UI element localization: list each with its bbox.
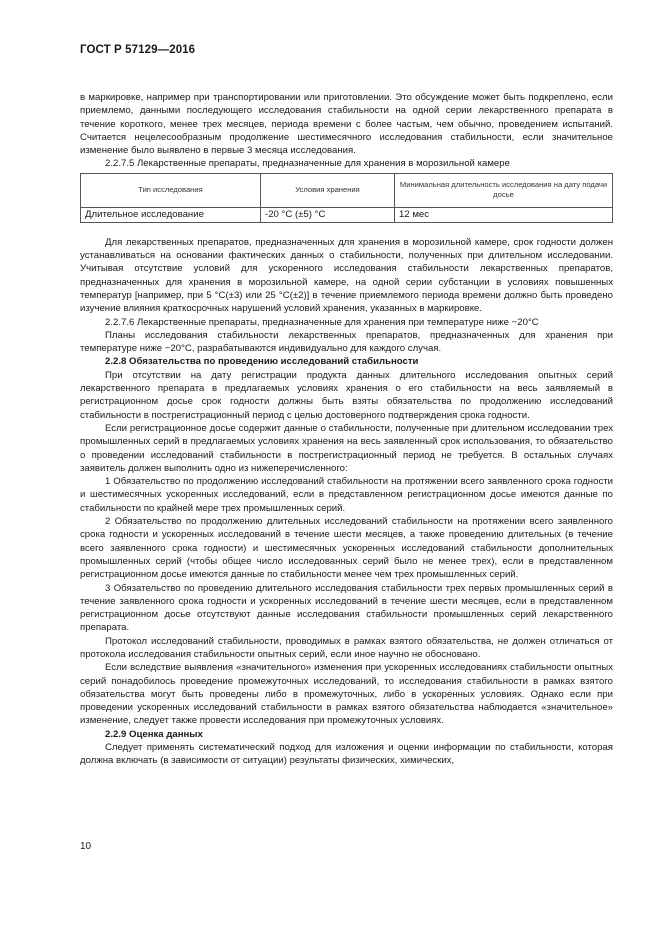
- list-item: 3 Обязательство по проведению длительного исследования стабильности трех первых промышленных серий в течение заявленного срока годности и ускоренных исследований в течение шести месяцев, если в представленном регистрационном досье отсутствуют данные исследования стабильности промышленных серий лекарственного препарата.: [80, 582, 613, 634]
- table-row: [81, 207, 613, 222]
- table-cell: 12 мес: [395, 207, 613, 222]
- list-item: 2 Обязательство по продолжению длительных исследований стабильности на протяжении всего заявленного срока годности и ускоренных исследований в течение шести месяцев, а также проведению длительных (в течение всего заявленного срока годности) и шестимесячных ускоренных исследований стабильности дополнительных промышленных серий (чтобы общее число исследованных серий было не менее трех), если в представленном регистрационном досье имеются данные по стабильности менее чем трех промышленных серий.: [80, 516, 613, 581]
- paragraph: При отсутствии на дату регистрации продукта данных длительного исследования опытных серий лекарственного препарата в предлагаемых условиях хранения о его стабильности на весь заявляемый в регистрационном досье срок годности должны быть взяты обязательства по продолжению исследований стабильности в пострегистрационный период с целью достоверного подтверждения срока годности.: [80, 369, 613, 421]
- table-cell: Длительное исследование: [81, 207, 261, 222]
- section-heading-2-2-7-5: 2.2.7.5 Лекарственные препараты, предназначенные для хранения в морозильной камере: [105, 158, 510, 170]
- document-header: ГОСТ Р 57129—2016: [80, 44, 196, 56]
- list-item: 1 Обязательство по продолжению исследований стабильности на протяжении всего заявленного срока годности и шестимесячных ускоренных исследований, если в представленном регистрационном досье имеются данные по стабильности по крайней мере трех промышленных серий.: [80, 476, 613, 514]
- table-header-cell: Условия хранения: [261, 173, 395, 207]
- paragraph-continuation: в маркировке, например при транспортировании или приготовлении. Это обсуждение может быть подкреплено, если приемлемо, данными последующего исследования стабильности на одной серии лекарственного препарата в течение короткого, менее трех месяцев, периода времени с более частым, чем обычно, проведением испытаний. Считается нецелесообразным продолжение шестимесячного исследования стабильности, если значительное изменение было выявлено в первые 3 месяца исследования.: [80, 92, 613, 157]
- table-header-cell: Тип исследования: [81, 173, 261, 207]
- paragraph: Планы исследования стабильности лекарственных препаратов, предназначенных для хранения при температуре ниже −20°С, разрабатываются индивидуально для каждого случая.: [80, 329, 613, 355]
- paragraph: Если регистрационное досье содержит данные о стабильности, полученные при длительном исследовании трех промышленных серий в предлагаемых условиях хранения на весь заявленный срок использования, то обязательство о проведении исследований стабильности в пострегистрационный период не требуется. В остальных случаях заявитель должен выполнить одно из нижеперечисленного:: [80, 422, 613, 474]
- stability-table: [80, 173, 613, 223]
- page-number: 10: [80, 841, 92, 852]
- section-heading-2-2-8: 2.2.8 Обязательства по проведению исследований стабильности: [105, 356, 419, 368]
- paragraph: Если вследствие выявления «значительного» изменения при ускоренных исследованиях стабильности опытных серий понадобилось проведение промежуточных исследований, то исследования стабильности в рамках взятого обязательства могут быть проведены либо в промежуточных, либо в ускоренных условиях. Однако если при проведении ускоренных исследований стабильности в рамках взятого обязательства наблюдается «значительное» изменение, следует также провести исследования при промежуточных условиях.: [80, 662, 613, 727]
- section-heading-2-2-9: 2.2.9 Оценка данных: [105, 728, 203, 740]
- page-content: [80, 91, 613, 768]
- paragraph: Протокол исследований стабильности, проводимых в рамках взятого обязательства, не должен отличаться от протокола исследования стабильности опытных серий, если иное научно не обосновано.: [80, 635, 613, 660]
- section-heading-2-2-7-6: 2.2.7.6 Лекарственные препараты, предназначенные для хранения при температуре ниже −20°С: [105, 316, 539, 328]
- paragraph: Следует применять систематический подход для изложения и оценки информации по стабильности, которая должна включать (в зависимости от ситуации) результаты физических, химических,: [80, 742, 613, 767]
- paragraph: Для лекарственных препаратов, предназначенных для хранения в морозильной камере, срок годности должен устанавливаться на основании фактических данных о стабильности, полученных при длительном исследовании. Учитывая отсутствие условий для ускоренного исследования стабильности лекарственных препаратов, предназначенных для хранения в морозильной камере, на одной серии субстанции в условиях повышенных температур [например, при 5 °С(±3) или 25 °С(±2)] в течение приемлемого периода времени должно быть проведено изучение влияния краткосрочных нарушений условий хранения, указанных в маркировке.: [80, 236, 613, 315]
- table-header-cell: Минимальная длительность исследования на дату подачи досье: [395, 173, 613, 207]
- table-cell: -20 °С (±5) °С: [261, 207, 395, 222]
- table-header-row: [81, 173, 613, 207]
